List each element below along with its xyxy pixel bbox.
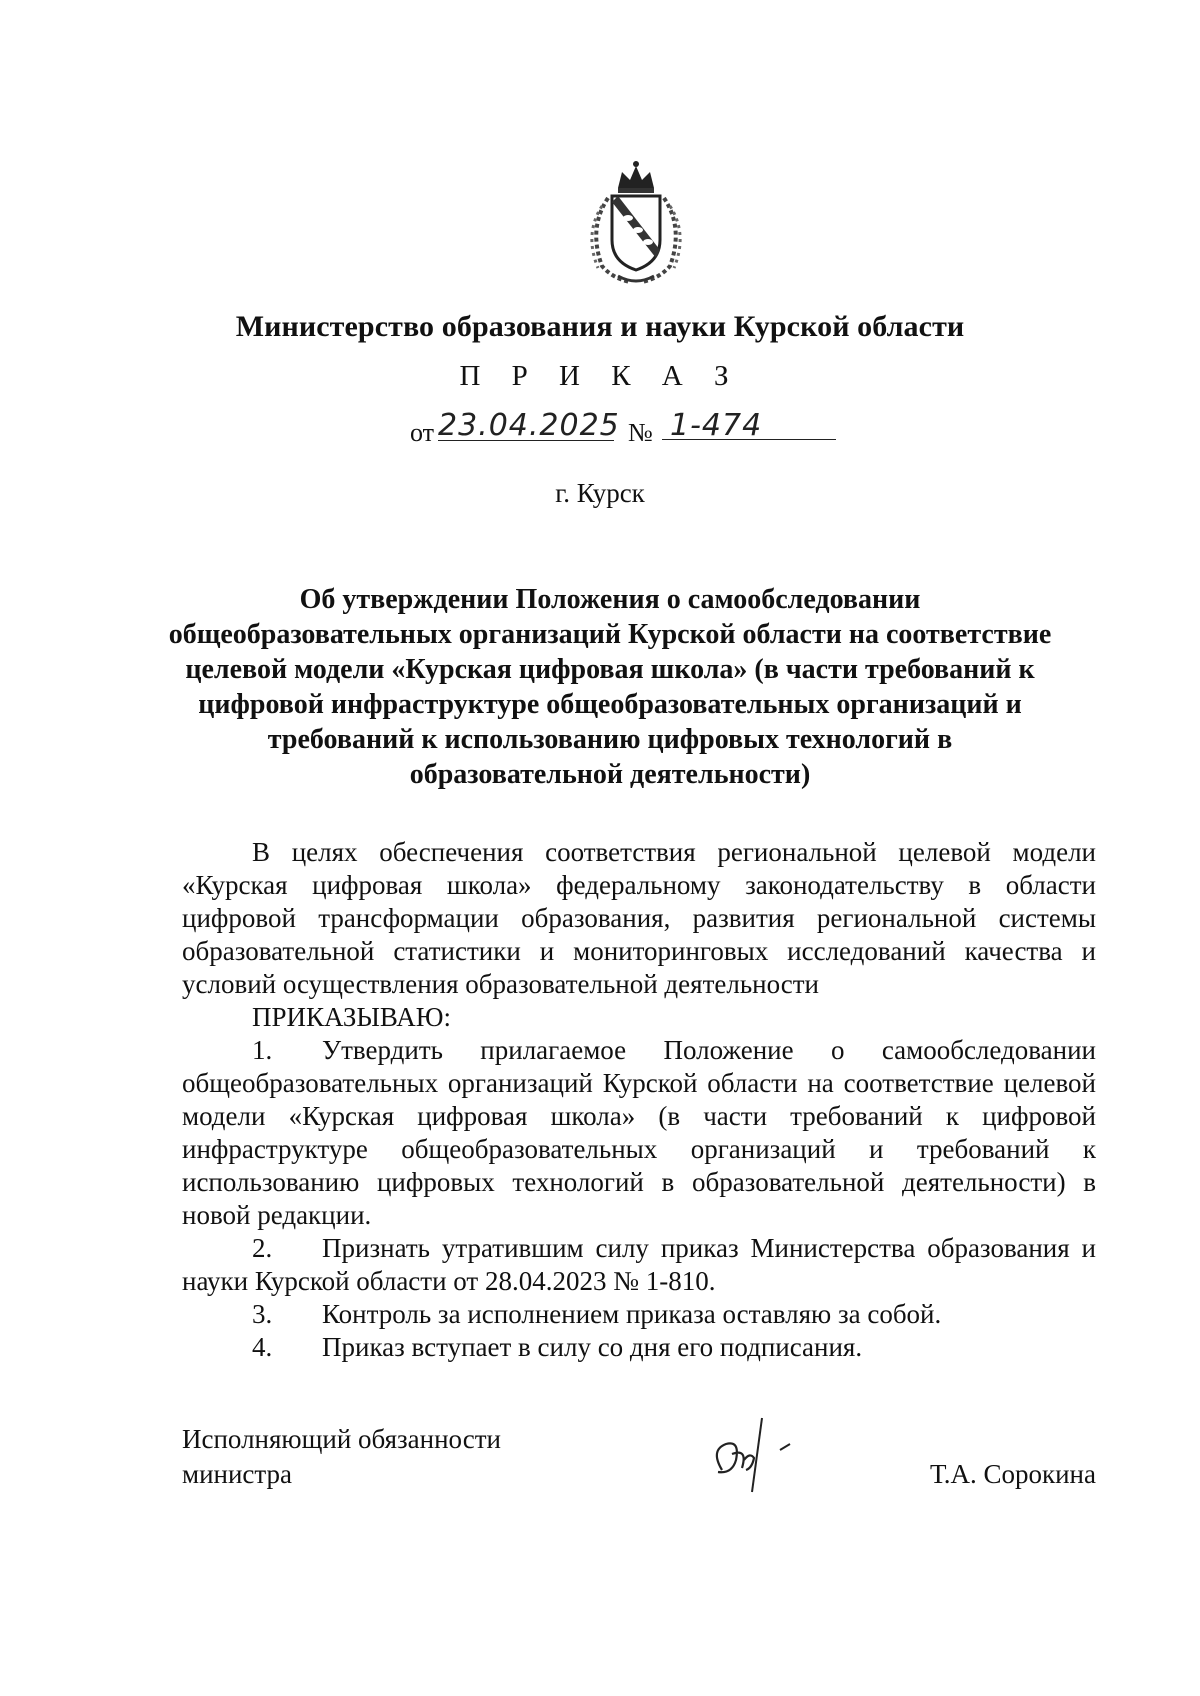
order-item [182, 1034, 1096, 1232]
order-item [182, 1232, 1096, 1298]
city: г. Курск [555, 478, 645, 508]
item-number: 4. [252, 1332, 273, 1362]
title-line: образовательной деятельности) [409, 759, 811, 790]
handwritten-signature-icon [692, 1410, 802, 1500]
title-line: общеобразовательных организаций Курской области на соответствие [168, 619, 1052, 650]
item-text: Контроль за исполнением приказа оставляю за собой. [322, 1299, 942, 1329]
item-text: Признать утратившим силу приказ Министерства образования и науки Курской области от 28.04.2023 № 1-810. [182, 1233, 1096, 1296]
title-line: требований к использованию цифровых технологий в [267, 724, 953, 755]
signer-role-line: министра [182, 1459, 293, 1489]
signer-role-line: Исполняющий обязанности [182, 1424, 501, 1454]
title-line: цифровой инфраструктуре общеобразовательных организаций и [198, 689, 1022, 720]
number-prefix: № [628, 418, 653, 447]
order-title [150, 582, 1070, 792]
coat-of-arms-icon [578, 158, 694, 286]
signature-block [182, 1422, 1096, 1542]
order-item [182, 1331, 1096, 1364]
order-date: 23.04.2025 [438, 408, 620, 443]
order-number: 1-474 [662, 408, 836, 440]
item-number: 3. [252, 1299, 273, 1329]
order-item [182, 1298, 1096, 1331]
date-number-line [410, 408, 870, 448]
order-verb: ПРИКАЗЫВАЮ: [252, 1002, 451, 1032]
title-line: целевой модели «Курская цифровая школа» (в части требований к [185, 654, 1035, 685]
signer-role [182, 1422, 501, 1492]
order-body [182, 836, 1096, 1364]
date-prefix: от [410, 418, 435, 447]
signer-name: Т.А. Сорокина [929, 1459, 1096, 1489]
item-text: Приказ вступает в силу со дня его подписания. [322, 1332, 863, 1362]
document-type: П Р И К А З [459, 360, 741, 392]
item-number: 2. [252, 1233, 273, 1263]
preamble: В целях обеспечения соответствия региональной целевой модели «Курская цифровая школа» федеральному законодательству в области цифровой трансформации образования, развития региональной системы образовательной статистики и мониторинговых исследований качества и условий осуществления образовательной деятельности [182, 837, 1096, 999]
item-text: Утвердить прилагаемое Положение о самообследовании общеобразовательных организаций Курской области на соответствие целевой модели «Курская цифровая школа» (в части требований к цифровой инфраструктуре общеобразовательных организаций и требований к использованию цифровых технологий в образовательной деятельности) в новой редакции. [182, 1035, 1096, 1230]
ministry-name: Министерство образования и науки Курской области [235, 310, 965, 343]
title-line: Об утверждении Положения о самообследовании [299, 584, 921, 615]
item-number: 1. [252, 1035, 273, 1065]
